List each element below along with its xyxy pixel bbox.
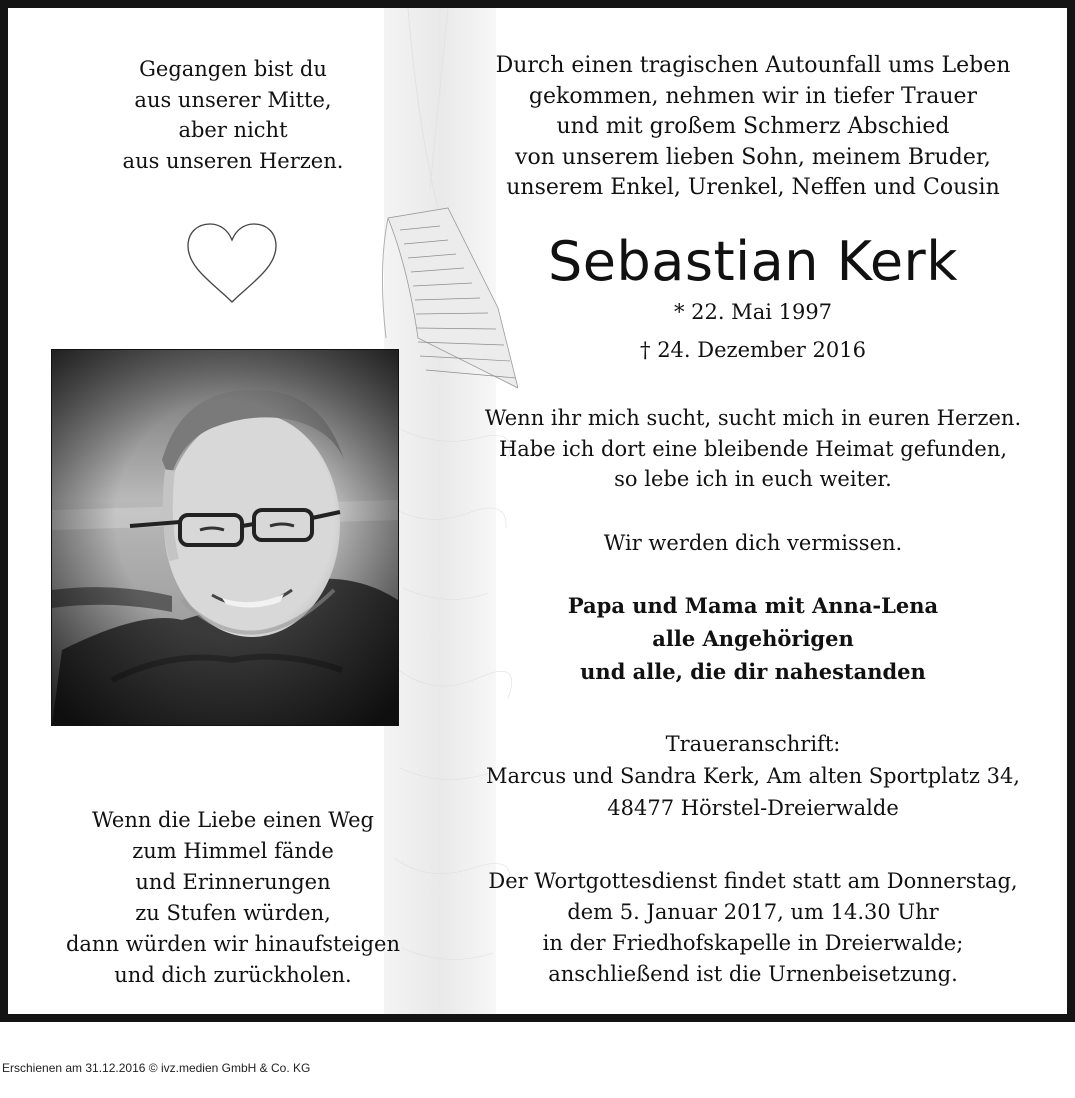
verse-line: Gegangen bist du xyxy=(139,57,327,81)
intro-line: gekommen, nehmen wir in tiefer Trauer xyxy=(528,83,978,109)
verse-line: Wenn die Liebe einen Weg xyxy=(92,808,374,832)
verse-line: aber nicht xyxy=(178,118,288,142)
verse-line: aus unseren Herzen. xyxy=(122,148,344,173)
intro-line: und mit großem Schmerz Abschied xyxy=(556,114,950,139)
family-line: alle Angehörigen xyxy=(652,626,854,651)
address-line: Marcus und Sandra Kerk, Am alten Sportplatz 34, xyxy=(485,764,1020,788)
address-line: 48477 Hörstel-Dreierwalde xyxy=(607,796,899,820)
life-dates xyxy=(448,293,1058,369)
intro-line: unserem Enkel, Urenkel, Neffen und Cousin xyxy=(506,175,1000,200)
verse-line: und Erinnerungen xyxy=(135,870,331,894)
service-line: anschließend ist die Urnenbeisetzung. xyxy=(548,962,958,986)
publication-footer: Erschienen am 31.12.2016 © ivz.medien GmbH & Co. KG xyxy=(2,1061,311,1075)
service-info xyxy=(448,866,1058,990)
service-line: Der Wortgottesdienst findet statt am Donnerstag, xyxy=(488,869,1018,893)
verse-line: aus unserer Mitte, xyxy=(134,87,332,112)
service-line: in der Friedhofskapelle in Dreierwalde; xyxy=(542,931,964,955)
address-label: Traueranschrift: xyxy=(665,732,841,756)
heart-outline-icon xyxy=(184,220,280,306)
birth-date: * 22. Mai 1997 xyxy=(673,300,833,324)
family-line: Papa und Mama mit Anna-Lena xyxy=(567,593,939,618)
family-line: und alle, die dir nahestanden xyxy=(580,659,926,684)
poem-line: so lebe ich in euch weiter. xyxy=(614,467,892,491)
left-top-verse xyxy=(68,54,398,176)
deceased-name: Sebastian Kerk xyxy=(547,230,959,293)
mourning-address xyxy=(448,728,1058,824)
verse-line: dann würden wir hinaufsteigen xyxy=(65,932,401,956)
death-date: † 24. Dezember 2016 xyxy=(640,338,866,362)
verse-line: und dich zurückholen. xyxy=(114,963,352,987)
poem-line: Wenn ihr mich sucht, sucht mich in euren Herzen. xyxy=(484,406,1022,430)
poem-text xyxy=(448,403,1058,495)
miss-line: Wir werden dich vermissen. xyxy=(603,531,903,555)
intro-text xyxy=(448,51,1058,204)
verse-line: zum Himmel fände xyxy=(132,839,334,863)
left-bottom-verse xyxy=(48,805,418,991)
verse-line: zu Stufen würden, xyxy=(135,901,331,925)
poem-line: Habe ich dort eine bleibende Heimat gefunden, xyxy=(498,436,1008,461)
portrait-illustration xyxy=(52,350,398,725)
intro-line: Durch einen tragischen Autounfall ums Leben xyxy=(495,53,1011,78)
service-line: dem 5. Januar 2017, um 14.30 Uhr xyxy=(567,900,939,924)
portrait-photo xyxy=(51,349,399,726)
family-signature xyxy=(448,589,1058,688)
intro-line: von unserem lieben Sohn, meinem Bruder, xyxy=(515,144,991,170)
